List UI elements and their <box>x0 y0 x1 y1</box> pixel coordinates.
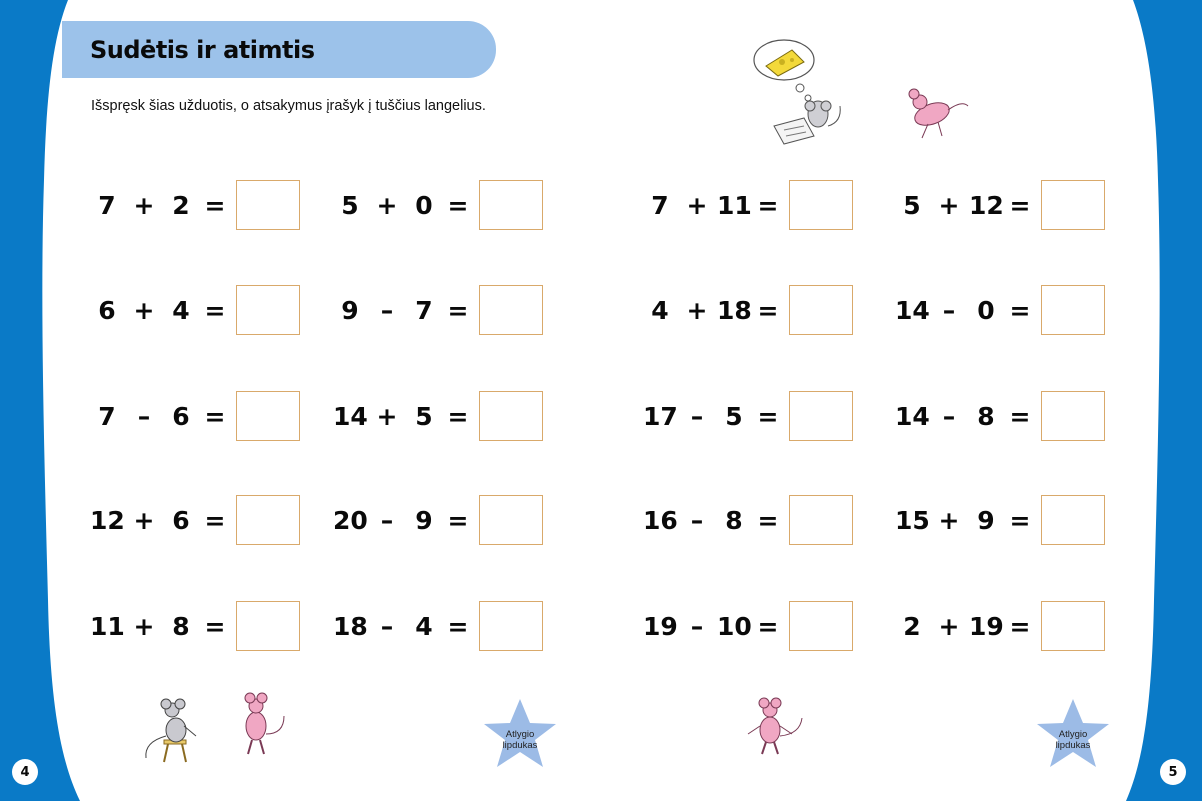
operator: + <box>376 402 398 431</box>
math-problem <box>90 495 302 547</box>
equals-sign: = <box>447 402 469 431</box>
operand-b: 8 <box>725 506 743 535</box>
answer-box[interactable] <box>479 601 543 651</box>
grey-mouse-on-stool-icon <box>136 696 212 766</box>
answer-box[interactable] <box>1041 495 1105 545</box>
operand-a: 5 <box>341 191 359 220</box>
math-problem <box>90 285 302 337</box>
equals-sign: = <box>447 506 469 535</box>
equals-sign: = <box>204 402 226 431</box>
operand-a: 14 <box>333 402 368 431</box>
operator: – <box>690 612 704 641</box>
equals-sign: = <box>757 296 779 325</box>
math-problem <box>90 601 302 653</box>
equals-sign: = <box>447 191 469 220</box>
operator: + <box>376 191 398 220</box>
pink-mouse-standing-icon <box>230 690 290 760</box>
operator: + <box>133 612 155 641</box>
operator: – <box>690 506 704 535</box>
answer-box[interactable] <box>236 285 300 335</box>
answer-box[interactable] <box>1041 601 1105 651</box>
answer-box[interactable] <box>479 495 543 545</box>
operand-a: 7 <box>98 191 116 220</box>
operand-a: 16 <box>643 506 678 535</box>
operator: + <box>133 191 155 220</box>
equals-sign: = <box>447 612 469 641</box>
equals-sign: = <box>204 191 226 220</box>
operand-b: 12 <box>969 191 1004 220</box>
pink-mouse-flying-icon <box>900 84 972 144</box>
math-problem <box>333 180 545 232</box>
answer-box[interactable] <box>1041 180 1105 230</box>
operand-b: 4 <box>172 296 190 325</box>
answer-box[interactable] <box>789 495 853 545</box>
reward-sticker-line2: lipdukas <box>502 740 538 751</box>
answer-box[interactable] <box>789 180 853 230</box>
page-title: Sudėtis ir atimtis <box>90 35 315 64</box>
page-number-right: 5 <box>1160 759 1186 785</box>
math-problem <box>333 391 545 443</box>
operand-b: 2 <box>172 191 190 220</box>
math-problem <box>643 495 855 547</box>
operand-b: 10 <box>717 612 752 641</box>
title-banner <box>62 21 496 78</box>
operator: + <box>133 296 155 325</box>
equals-sign: = <box>1009 612 1031 641</box>
operand-a: 7 <box>98 402 116 431</box>
operand-b: 7 <box>415 296 433 325</box>
equals-sign: = <box>1009 296 1031 325</box>
equals-sign: = <box>757 506 779 535</box>
operand-b: 6 <box>172 506 190 535</box>
equals-sign: = <box>204 296 226 325</box>
operand-b: 5 <box>725 402 743 431</box>
reward-sticker-line1: Atlygio <box>505 729 535 740</box>
answer-box[interactable] <box>1041 391 1105 441</box>
operand-b: 8 <box>172 612 190 641</box>
equals-sign: = <box>204 612 226 641</box>
operand-b: 9 <box>977 506 995 535</box>
answer-box[interactable] <box>479 180 543 230</box>
operator: + <box>938 191 960 220</box>
operator: – <box>380 506 394 535</box>
operator: + <box>938 506 960 535</box>
operand-b: 19 <box>969 612 1004 641</box>
reward-sticker-star-right <box>1035 697 1111 769</box>
mouse-dreaming-of-cheese-icon <box>748 36 848 148</box>
operand-a: 19 <box>643 612 678 641</box>
operator: + <box>938 612 960 641</box>
equals-sign: = <box>1009 191 1031 220</box>
reward-sticker-star-left <box>482 697 558 769</box>
math-problem <box>895 601 1107 653</box>
operator: + <box>133 506 155 535</box>
operator: – <box>690 402 704 431</box>
operand-a: 4 <box>651 296 669 325</box>
math-problem <box>643 391 855 443</box>
pink-mouse-walking-icon <box>742 696 812 760</box>
math-problem <box>333 495 545 547</box>
math-problem <box>895 180 1107 232</box>
operand-a: 2 <box>903 612 921 641</box>
operator: – <box>137 402 151 431</box>
operand-a: 15 <box>895 506 930 535</box>
operator: – <box>380 612 394 641</box>
answer-box[interactable] <box>789 285 853 335</box>
operand-a: 5 <box>903 191 921 220</box>
math-problem <box>643 285 855 337</box>
operand-b: 11 <box>717 191 752 220</box>
operator: – <box>942 402 956 431</box>
answer-box[interactable] <box>236 180 300 230</box>
operand-b: 0 <box>977 296 995 325</box>
equals-sign: = <box>204 506 226 535</box>
operator: – <box>942 296 956 325</box>
equals-sign: = <box>757 191 779 220</box>
equals-sign: = <box>757 612 779 641</box>
answer-box[interactable] <box>236 495 300 545</box>
operand-a: 14 <box>895 402 930 431</box>
answer-box[interactable] <box>479 285 543 335</box>
operand-a: 6 <box>98 296 116 325</box>
operand-a: 7 <box>651 191 669 220</box>
operand-a: 9 <box>341 296 359 325</box>
page-number-left: 4 <box>12 759 38 785</box>
operand-a: 11 <box>90 612 125 641</box>
equals-sign: = <box>757 402 779 431</box>
math-problem <box>90 180 302 232</box>
equals-sign: = <box>447 296 469 325</box>
math-problem <box>333 285 545 337</box>
operand-a: 12 <box>90 506 125 535</box>
answer-box[interactable] <box>236 601 300 651</box>
operand-a: 20 <box>333 506 368 535</box>
operand-a: 17 <box>643 402 678 431</box>
math-problem <box>333 601 545 653</box>
math-problem <box>895 495 1107 547</box>
answer-box[interactable] <box>479 391 543 441</box>
operand-b: 18 <box>717 296 752 325</box>
equals-sign: = <box>1009 506 1031 535</box>
reward-sticker-line1: Atlygio <box>1058 729 1088 740</box>
answer-box[interactable] <box>1041 285 1105 335</box>
operand-b: 0 <box>415 191 433 220</box>
answer-box[interactable] <box>789 601 853 651</box>
operator: + <box>686 296 708 325</box>
operand-a: 14 <box>895 296 930 325</box>
operator: + <box>686 191 708 220</box>
operand-b: 5 <box>415 402 433 431</box>
operator: – <box>380 296 394 325</box>
answer-box[interactable] <box>789 391 853 441</box>
answer-box[interactable] <box>236 391 300 441</box>
operand-b: 6 <box>172 402 190 431</box>
operand-b: 4 <box>415 612 433 641</box>
math-problem <box>895 285 1107 337</box>
operand-b: 9 <box>415 506 433 535</box>
operand-a: 18 <box>333 612 368 641</box>
operand-b: 8 <box>977 402 995 431</box>
math-problem <box>90 391 302 443</box>
equals-sign: = <box>1009 402 1031 431</box>
math-problem <box>895 391 1107 443</box>
math-problem <box>643 180 855 232</box>
math-problem <box>643 601 855 653</box>
instruction-text: Išspręsk šias užduotis, o atsakymus įrašyk į tuščius langelius. <box>91 98 486 114</box>
reward-sticker-line2: lipdukas <box>1055 740 1091 751</box>
